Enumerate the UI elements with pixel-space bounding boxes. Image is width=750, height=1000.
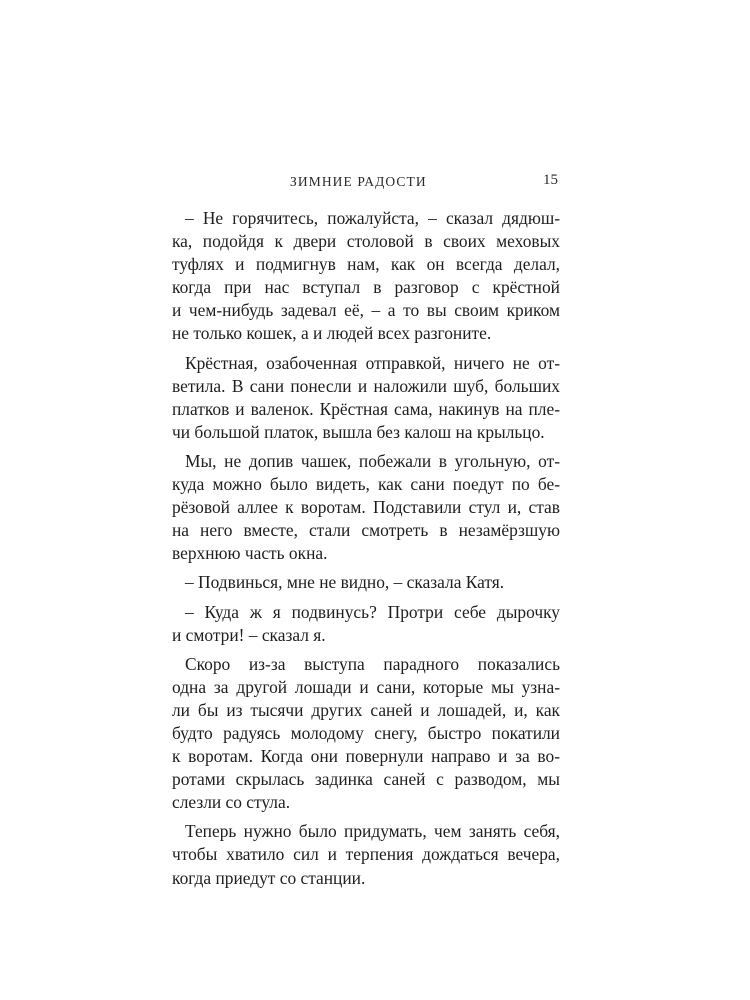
text-line: – Подвинься, мне не видно, – сказала Катя.	[185, 572, 505, 593]
paragraph	[172, 820, 560, 889]
text-line: куда можно было видеть, как сани поедут по бе-	[172, 474, 560, 495]
text-line: когда приедут со станции.	[172, 867, 366, 888]
text-line: Теперь нужно было придумать, чем занять себя,	[185, 821, 560, 842]
text-line: на него вместе, стали смотреть в незамёрзшую	[172, 520, 560, 541]
text-line: слезли со стула.	[172, 792, 291, 813]
paragraph	[172, 450, 560, 565]
text-line: и смотри! – сказал я.	[172, 624, 326, 645]
text-line: когда при нас вступал в разговор с крёстной	[172, 277, 560, 298]
text-line: одна за другой лошади и сани, которые мы узна-	[172, 676, 560, 697]
text-line: ротами скрылась задинка саней с разводом, мы	[172, 769, 560, 790]
text-line: верхнюю часть окна.	[172, 543, 328, 564]
text-line: туфлях и подмигнув нам, как он всегда делал,	[172, 254, 560, 275]
text-line: платков и валенок. Крёстная сама, накинув на пле-	[172, 398, 560, 419]
page-number: 15	[543, 172, 558, 188]
text-line: ветила. В сани понесли и наложили шуб, больших	[172, 375, 560, 396]
text-line: Скоро из-за выступа парадного показались	[185, 653, 560, 674]
paragraph	[172, 352, 560, 444]
text-line: будто радуясь молодому снегу, быстро покатили	[172, 722, 560, 743]
text-line: чтобы хватило сил и терпения дождаться вечера,	[172, 844, 560, 865]
text-line: ка, подойдя к двери столовой в своих меховых	[172, 231, 560, 252]
text-line: к воротам. Когда они повернули направо и за во-	[172, 746, 560, 767]
paragraph	[172, 653, 560, 815]
text-line: рёзовой аллее к воротам. Подставили стул и, став	[172, 497, 560, 518]
text-line: – Не горячитесь, пожалуйста, – сказал дядюш-	[185, 208, 560, 228]
text-line: чи большой платок, вышла без калош на крыльцо.	[172, 421, 545, 442]
text-line: не только кошек, а и людей всех разгоните.	[172, 323, 492, 344]
text-line: ли бы из тысячи других саней и лошадей, и, как	[172, 699, 560, 720]
text-line: – Куда ж я подвинусь? Протри себе дырочку	[185, 601, 560, 622]
paragraph	[172, 601, 560, 647]
paragraph	[172, 571, 560, 594]
running-title: ЗИМНИЕ РАДОСТИ	[290, 174, 427, 189]
text-line: и чем-нибудь задевал её, – а то вы своим криком	[172, 300, 560, 321]
body-text	[172, 207, 560, 896]
text-line: Мы, не допив чашек, побежали в угольную, от-	[185, 450, 560, 471]
paragraph	[172, 207, 560, 346]
text-line: Крёстная, озабоченная отправкой, ничего не от-	[185, 352, 560, 373]
